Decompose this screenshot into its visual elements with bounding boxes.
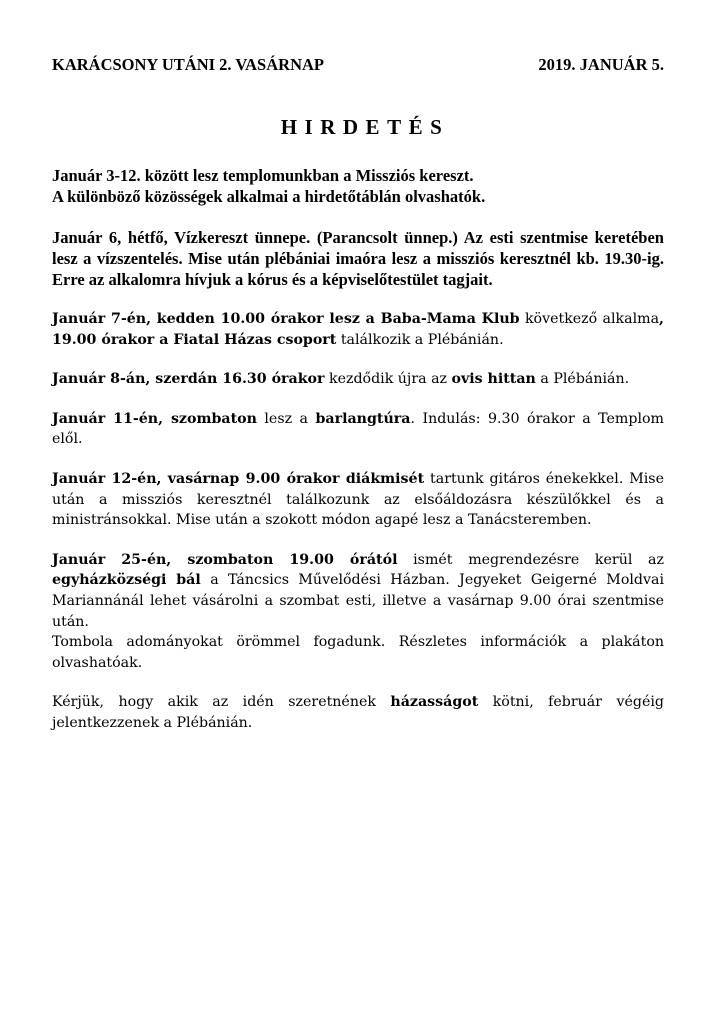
header-date: 2019. JANUÁR 5.: [538, 55, 664, 74]
announcement-epiphany: Január 6, hétfő, Vízkereszt ünnepe. (Parancsolt ünnep.) Az esti szentmise keretében lesz a vízszentelés. Mise után plébániai imaóra lesz a missziós keresztnél kb. 19.30-ig. Erre az alkalomra hívjuk a kórus és a képviselőtestület tagjait.: [52, 228, 664, 289]
announcement-text: kötni, február végéig jelentkezzenek a Plébánián.: [52, 694, 664, 731]
announcement-text: találkozik a Plébánián.: [336, 331, 504, 348]
announcement-emphasis: egyházközségi bál: [52, 572, 201, 589]
announcement-emphasis: Január 12-én, vasárnap 9.00 órakor diákmisét: [52, 470, 425, 487]
announcement-text: Tombola adományokat örömmel fogadunk. Részletes információk a plakáton olvashatóak.: [52, 634, 664, 671]
header: [52, 54, 664, 76]
announcement-text: kezdődik újra az: [324, 371, 452, 388]
announcement-emphasis: Január 7-én, kedden 10.00 órakor lesz a Baba-Mama Klub: [52, 311, 520, 327]
announcement-emphasis: Január 25-én, szombaton 19.00 órától: [52, 551, 398, 568]
announcement-text: ismét megrendezésre kerül az: [397, 551, 664, 568]
announcement-emphasis: ovis hittan: [451, 371, 536, 388]
announcement-text: a Táncsics Művelődési Házban. Jegyeket Geigerné Moldvai Mariannánál lehet vásárolni a szombat esti, illetve a vasárnap 9.00 órai szentmise után.: [52, 572, 665, 630]
announcement-emphasis: házasságot: [390, 694, 479, 711]
announcement-baba-mama-klub: [52, 309, 664, 350]
announcement-text: következő alkalma: [519, 311, 660, 327]
document-page: [52, 54, 664, 734]
announcement-text: a Plébánián.: [535, 371, 630, 388]
announcement-line: Január 3-12. között lesz templomunkban a Missziós kereszt.: [52, 166, 474, 185]
announcement-text: lesz a: [256, 410, 316, 427]
announcement-diakmise: [52, 469, 664, 531]
announcement-text: Kérjük, hogy akik az idén szeretnének: [52, 694, 391, 711]
announcement-mission-cross: [52, 165, 664, 207]
announcement-text: tartunk gitáros énekekkel. Mise után a missziós keresztnél találkozunk az elsőáldozásra készülőkkel és a ministránsokkal. Mise után a szokott módon agapé lesz a Tanácsteremben.: [52, 470, 664, 529]
announcement-emphasis: Január 8-án, szerdán 16.30 órakor: [52, 371, 325, 388]
announcement-line: A különböző közösségek alkalmai a hirdetőtáblán olvashatók.: [52, 187, 486, 206]
announcement-emphasis: Január 11-én, szombaton: [52, 410, 257, 427]
announcement-text: . Indulás: 9.30 órakor a Templom elől.: [52, 410, 664, 448]
page-title: HIRDETÉS: [280, 115, 450, 139]
announcement-ovis-hittan: [52, 369, 664, 390]
announcement-emphasis: barlangtúra: [315, 410, 411, 427]
announcement-barlangtura: [52, 409, 664, 450]
announcement-hazassag: [52, 692, 664, 733]
announcement-egyhazkozsegi-bal: [52, 550, 664, 674]
header-occasion: KARÁCSONY UTÁNI 2. VASÁRNAP: [52, 55, 324, 74]
announcement-emphasis: , 19.00 órakor a Fiatal Házas csoport: [52, 311, 664, 348]
